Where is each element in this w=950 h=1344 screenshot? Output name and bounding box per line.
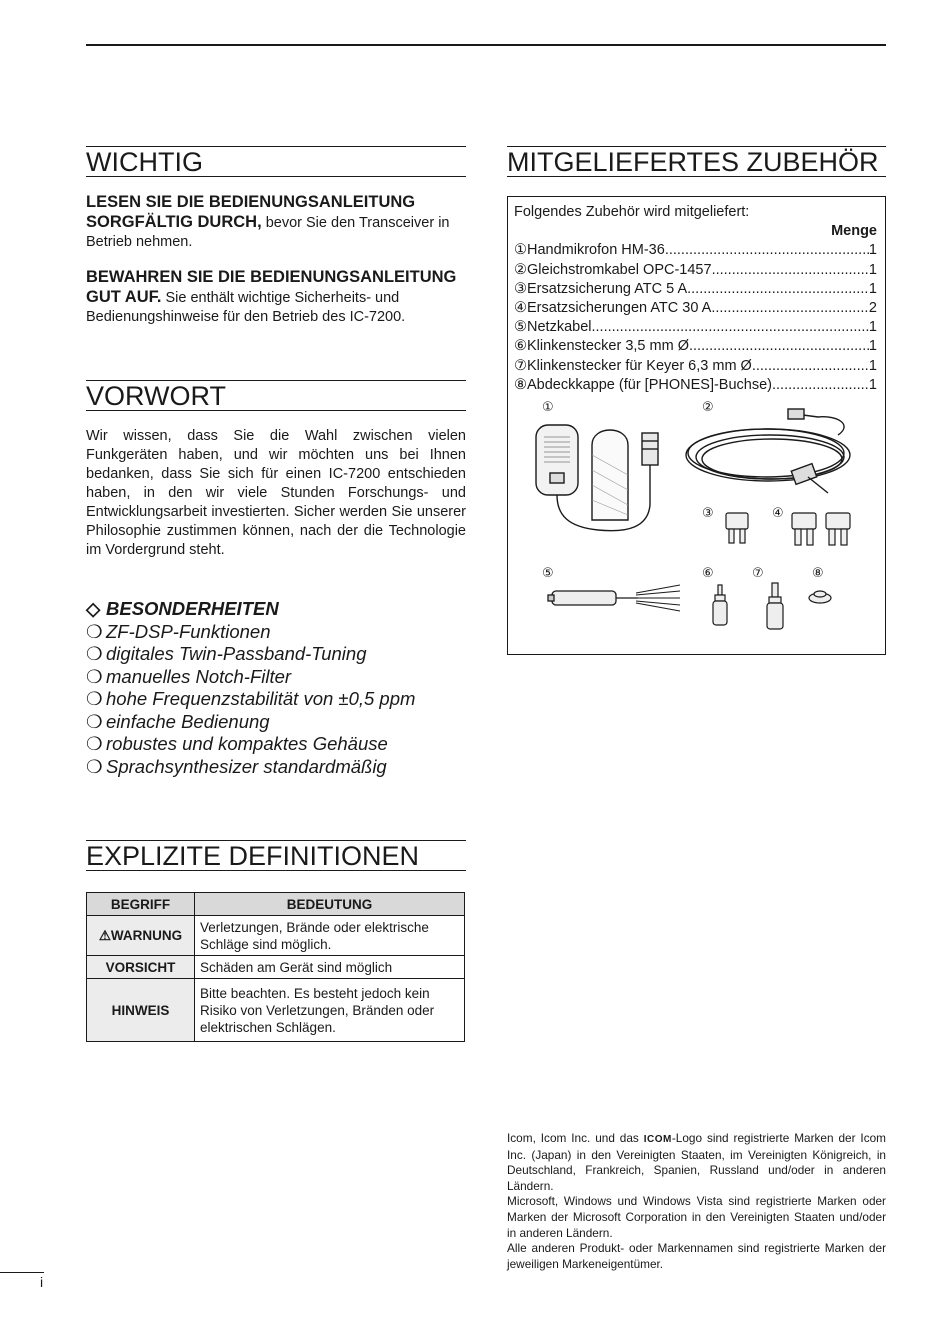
circle-bullet-icon: ❍ xyxy=(86,688,103,709)
page-number-rule xyxy=(0,1272,44,1273)
legal-paragraph-2: Microsoft, Windows und Windows Vista sind registrierte Marken oder Marken der Microsoft Corporation in den Vereinigten Staaten und/oder in anderen Ländern. xyxy=(507,1194,886,1240)
accessories-illustration xyxy=(508,395,885,653)
feature-item: ❍ ZF-DSP-Funktionen xyxy=(86,620,271,642)
circle-bullet-icon: ❍ xyxy=(86,620,103,642)
circle-bullet-icon: ❍ xyxy=(86,710,103,732)
icom-logo: ICOM xyxy=(643,1134,672,1145)
wichtig-lead-1: LESEN SIE DIE BEDIENUNGSANLEITUNG SORGFÄLTIG DURCH, xyxy=(86,193,416,231)
label-8: ⑧ xyxy=(812,566,824,581)
term-warnung: ⚠WARNUNG xyxy=(87,916,195,956)
label-4: ④ xyxy=(772,506,784,521)
section-title-accessories: MITGELIEFERTES ZUBEHÖR xyxy=(507,146,886,177)
legal-paragraph-1: Icom, Icom Inc. und das ICOM-Logo sind registrierte Marken der Icom Inc. (Japan) in den Vereinigten Staaten, im Vereinigten Königreich, in Deutschland, Frankreich, Spanien, Russland und/oder in anderen Ländern. xyxy=(507,1131,886,1193)
features-list xyxy=(86,598,476,778)
term-hinweis: HINWEIS xyxy=(87,979,195,1042)
circle-bullet-icon: ❍ xyxy=(86,733,103,754)
feature-item: ❍ robustes und kompaktes Gehäuse xyxy=(86,733,388,754)
feature-item: ❍ einfache Bedienung xyxy=(86,710,270,732)
term-vorsicht: VORSICHT xyxy=(87,956,195,979)
legal-paragraph-3: Alle anderen Produkt- oder Markennamen sind registrierte Marken der jeweiligen Markeneigentümer. xyxy=(507,1241,886,1271)
fuse-icon xyxy=(726,513,850,545)
accessory-item: ② Gleichstromkabel OPC-1457 ..... 1 xyxy=(514,261,877,280)
circle-bullet-icon: ❍ xyxy=(86,755,103,777)
feature-item: ❍ hohe Frequenzstabilität von ±0,5 ppm xyxy=(86,688,416,709)
dc-cable-icon xyxy=(686,409,850,493)
section-title-definitions: EXPLIZITE DEFINITIONEN xyxy=(86,840,466,871)
accessory-item: ⑤ Netzkabel ..... 1 xyxy=(514,318,877,337)
feature-item: ❍ Sprachsynthesizer standardmäßig xyxy=(86,755,387,777)
accessories-intro: Folgendes Zubehör wird mitgeliefert: xyxy=(514,204,750,220)
column-header-term: BEGRIFF xyxy=(87,893,195,916)
label-2: ② xyxy=(702,400,714,415)
accessory-item: ③ Ersatzsicherung ATC 5 A ..... 1 xyxy=(514,280,877,299)
label-3: ③ xyxy=(702,506,714,521)
accessory-item: ④ Ersatzsicherungen ATC 30 A ..... 2 xyxy=(514,299,877,318)
feature-item: ❍ manuelles Notch-Filter xyxy=(86,665,292,687)
meaning-cell: Verletzungen, Brände oder elektrische Schläge sind möglich. xyxy=(195,916,465,956)
table-row xyxy=(87,979,465,1042)
wichtig-lead-2: BEWAHREN SIE DIE BEDIENUNGSANLEITUNG GUT AUF. xyxy=(86,268,457,306)
power-cable-icon xyxy=(548,585,680,611)
accessory-item: ⑥ Klinkenstecker 3,5 mm Ø ..... 1 xyxy=(514,337,877,356)
wichtig-paragraph-2 xyxy=(86,268,466,327)
label-1: ① xyxy=(542,400,554,415)
accessories-list xyxy=(514,203,877,395)
cap-icon xyxy=(809,591,831,603)
definitions-table xyxy=(86,892,465,1042)
section-title-wichtig: WICHTIG xyxy=(86,146,466,177)
accessory-item: ⑧ Abdeckkappe (für [PHONES]-Buchse) ..... 1 xyxy=(514,376,877,395)
circle-bullet-icon: ❍ xyxy=(86,643,103,664)
vorwort-text: Wir wissen, dass Sie die Wahl zwischen vielen Funkgeräten haben, und wir möchten uns bei Ihnen bedanken, dass Sie sich für einen IC-7200 entschieden haben, in den wir viele Stunden Forschungs- und Entwicklungsarbeit investierten. Sicher werden Sie unserer Philosophie zustimmen können, nach der die Technologie im Vordergrund steht. xyxy=(86,428,466,558)
plug-3-5mm-icon xyxy=(713,585,727,625)
top-rule xyxy=(86,44,886,46)
feature-item: ❍ digitales Twin-Passband-Tuning xyxy=(86,643,367,664)
wichtig-text-2: Sie enthält wichtige Sicherheits- und Bedienungshinweise für den Betrieb des IC-7200. xyxy=(86,290,406,325)
table-header-row xyxy=(87,893,465,916)
quantity-header: Menge xyxy=(831,223,877,240)
features-heading: ◇ BESONDERHEITEN xyxy=(86,598,279,619)
column-header-meaning: BEDEUTUNG xyxy=(195,893,465,916)
wichtig-text-1: bevor Sie den Transceiver in Betrieb nehmen. xyxy=(86,215,450,250)
table-row xyxy=(87,956,465,979)
meaning-cell: Schäden am Gerät sind möglich xyxy=(195,956,465,979)
definitions-table-wrap xyxy=(86,892,465,1042)
table-row xyxy=(87,916,465,956)
plug-6-3mm-icon xyxy=(767,583,783,629)
accessory-item: ① Handmikrofon HM-36 ..... 1 xyxy=(514,241,877,260)
label-6: ⑥ xyxy=(702,566,714,581)
legal-notice xyxy=(507,1131,886,1272)
accessory-item: ⑦ Klinkenstecker für Keyer 6,3 mm Ø ..... 1 xyxy=(514,357,877,376)
wichtig-paragraph-1 xyxy=(86,193,466,252)
label-7: ⑦ xyxy=(752,566,764,581)
section-title-vorwort: VORWORT xyxy=(86,380,466,411)
meaning-cell: Bitte beachten. Es besteht jedoch kein Risiko von Verletzungen, Bränden oder elektrischen Schlägen. xyxy=(195,979,465,1042)
microphone-icon xyxy=(536,425,658,531)
page-number: i xyxy=(40,1274,44,1290)
label-5: ⑤ xyxy=(542,566,554,581)
diamond-icon: ◇ xyxy=(86,598,101,619)
circle-bullet-icon: ❍ xyxy=(86,665,103,687)
